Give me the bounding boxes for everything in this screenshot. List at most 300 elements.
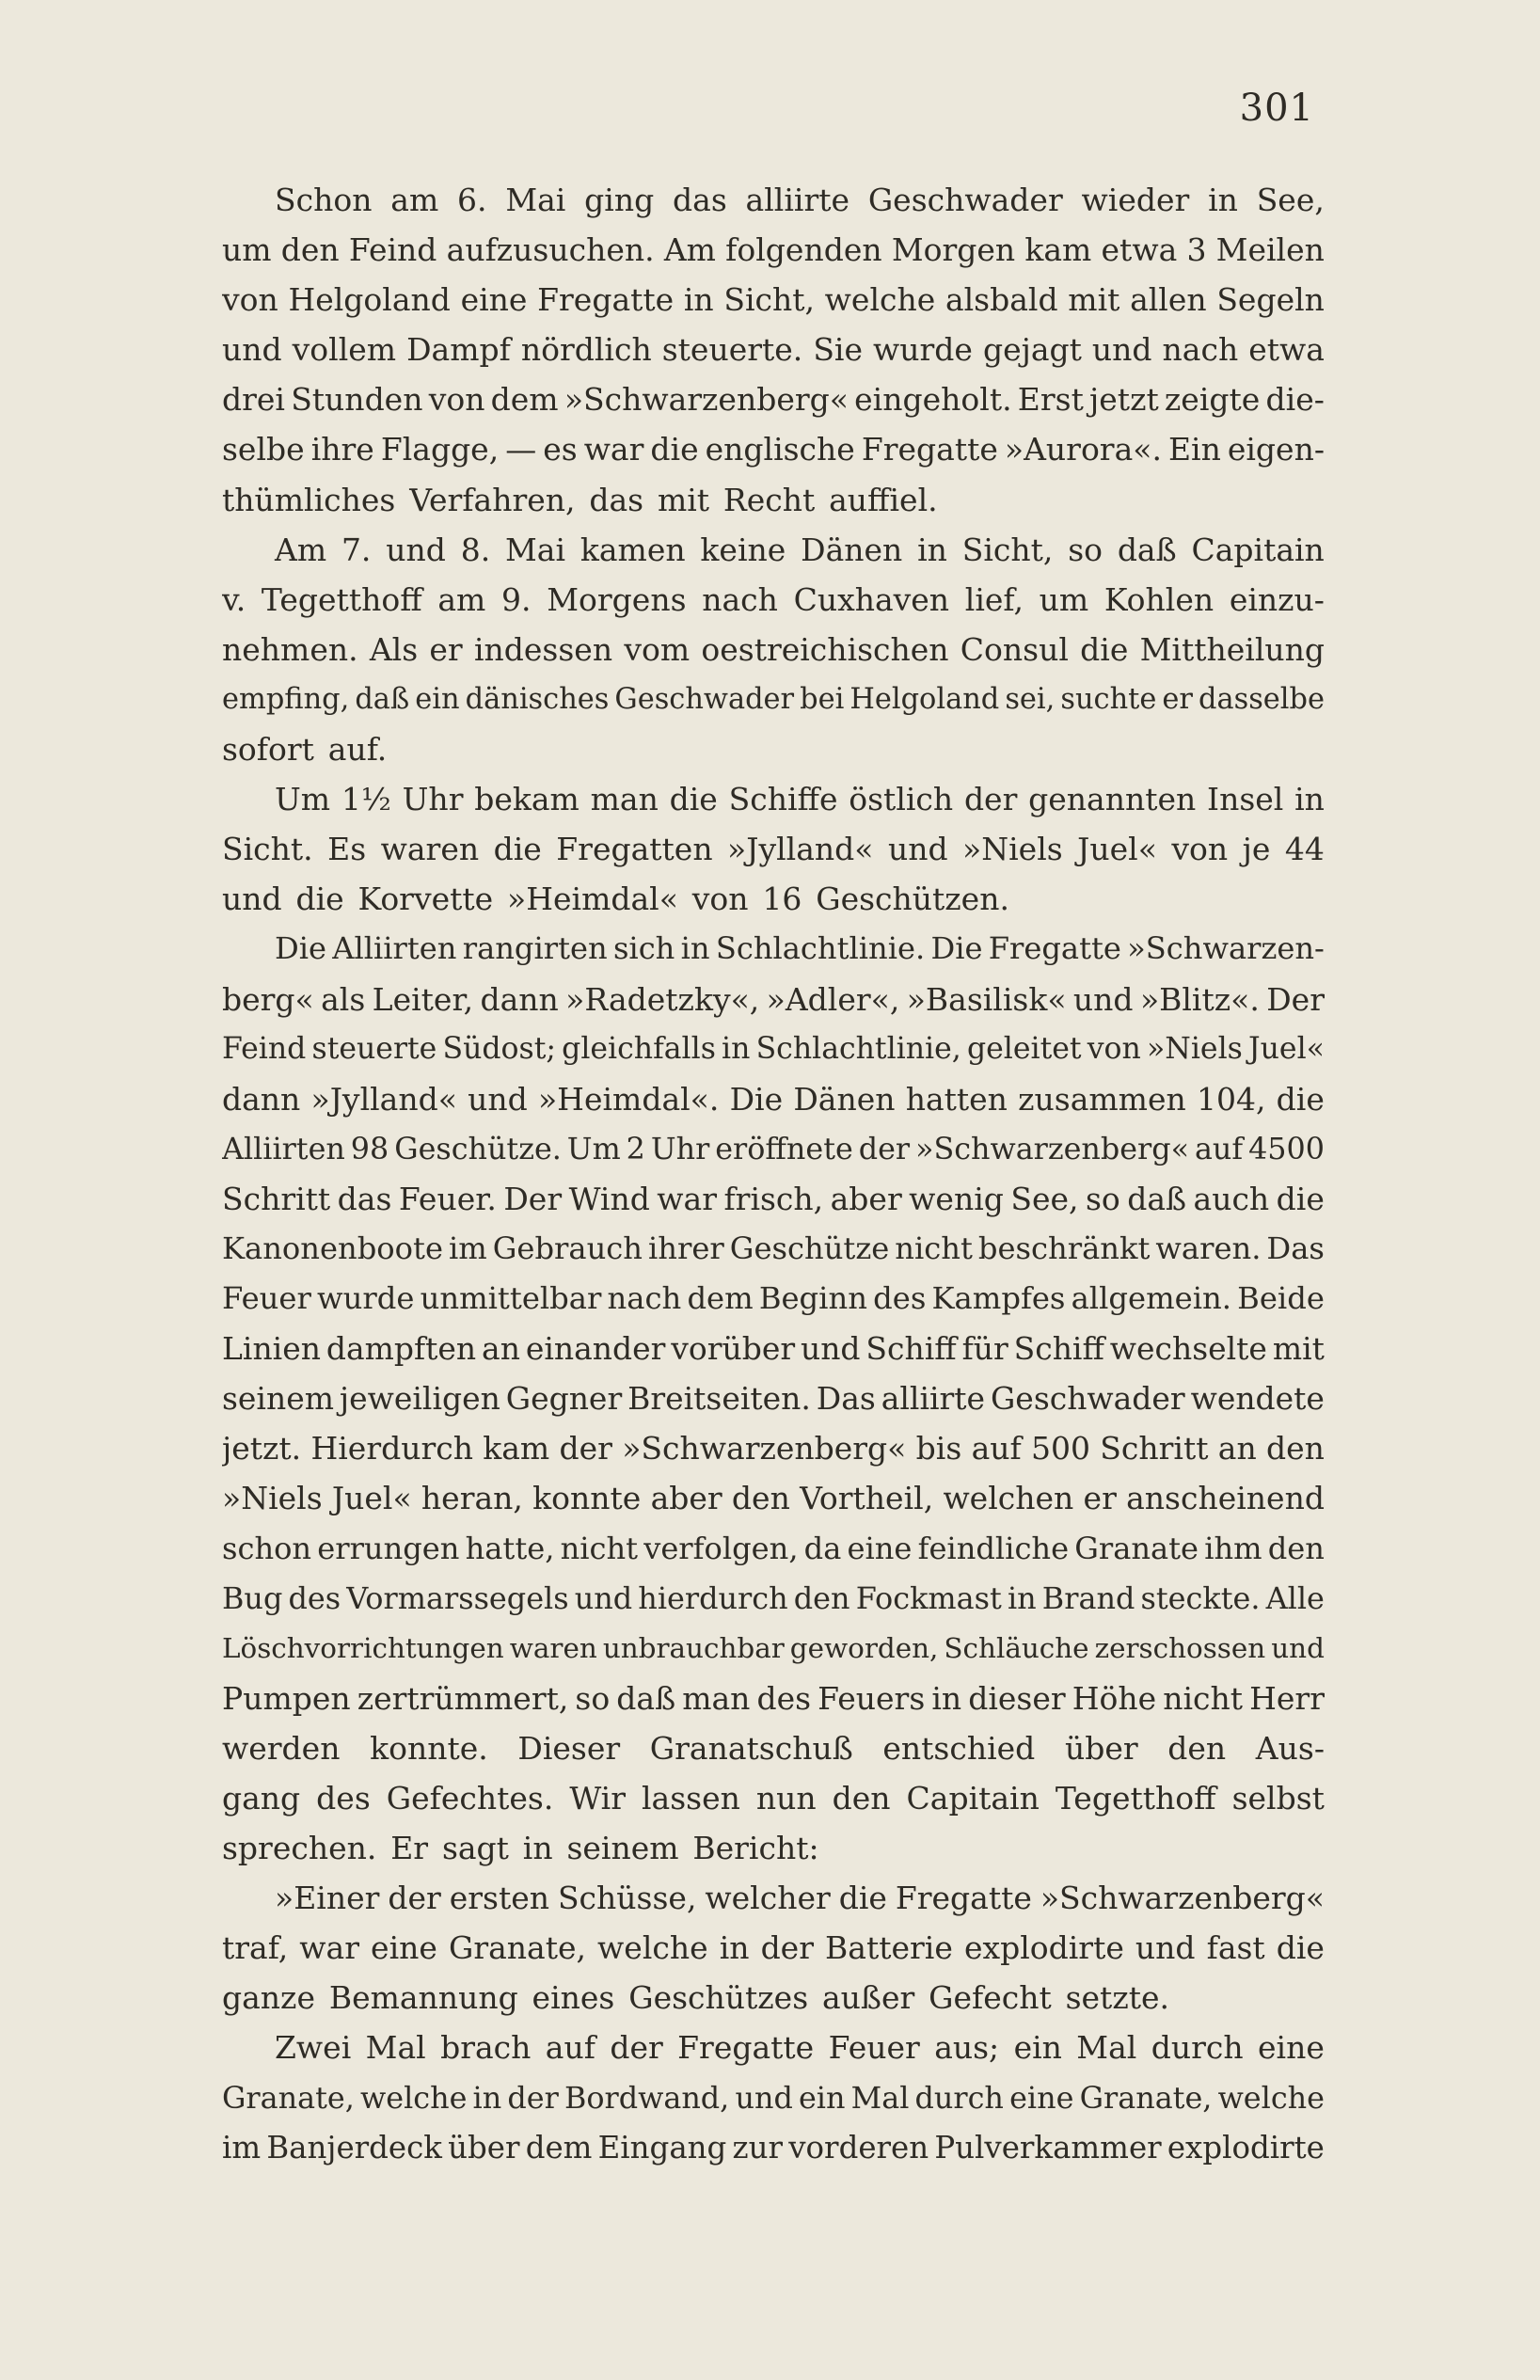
word: frisch, bbox=[723, 1180, 824, 1217]
word: Juel« bbox=[331, 1480, 412, 1517]
word: und bbox=[1091, 331, 1152, 369]
word: lassen bbox=[641, 1780, 740, 1817]
word: in bbox=[722, 1031, 751, 1066]
word: den bbox=[731, 1480, 790, 1517]
word: seinem bbox=[566, 1830, 679, 1867]
word: Insel bbox=[1207, 781, 1284, 818]
word: Hierdurch bbox=[310, 1430, 473, 1468]
word: Feuer. bbox=[398, 1180, 497, 1217]
word: Schläuche bbox=[944, 1631, 1089, 1664]
word: Feuer bbox=[828, 2029, 920, 2067]
word: folgenden bbox=[725, 231, 882, 269]
word: Segeln bbox=[1216, 281, 1325, 319]
word: nicht bbox=[1163, 1679, 1244, 1717]
word: Als bbox=[369, 630, 419, 668]
word: konnte bbox=[532, 1480, 642, 1517]
word: Beginn bbox=[758, 1280, 867, 1317]
word: in bbox=[1294, 781, 1325, 818]
word: der bbox=[963, 781, 1018, 818]
text-line bbox=[222, 975, 1325, 1024]
word: See, bbox=[1010, 1180, 1079, 1217]
word: die bbox=[1276, 1180, 1325, 1217]
word: jetzt bbox=[1089, 381, 1159, 419]
word: des bbox=[873, 1280, 927, 1317]
word: feindliche bbox=[917, 1530, 1070, 1566]
word: Erst bbox=[1017, 381, 1084, 419]
word: »Schwarzenberg« bbox=[622, 1430, 907, 1468]
word: jeweiligen bbox=[339, 1380, 500, 1418]
word: 8. bbox=[460, 531, 491, 568]
word: Fregatte bbox=[677, 2029, 815, 2067]
word: der bbox=[610, 2029, 663, 2067]
word: Mai bbox=[505, 182, 566, 218]
text-line bbox=[222, 1624, 1325, 1674]
word: die bbox=[838, 1880, 887, 1917]
word: Fregatten bbox=[556, 831, 713, 868]
word: dem bbox=[525, 2129, 593, 2166]
word: Morgen bbox=[891, 231, 1016, 269]
word: alsbald bbox=[945, 281, 1058, 319]
word: und bbox=[386, 531, 446, 568]
word: gejagt bbox=[982, 331, 1082, 369]
text-line bbox=[222, 1973, 1325, 2023]
word: der bbox=[559, 1430, 612, 1468]
word: durch bbox=[914, 2079, 1004, 2116]
word: Eingang bbox=[597, 2129, 727, 2166]
word: »Adler«, bbox=[766, 980, 900, 1018]
word: Gegner bbox=[505, 1380, 623, 1418]
word: Schlachtlinie, bbox=[755, 1031, 961, 1066]
word: Batterie bbox=[825, 1929, 953, 1967]
word: es bbox=[543, 431, 578, 468]
word: der bbox=[760, 1929, 814, 1967]
word: 7. bbox=[341, 531, 372, 568]
word: eine bbox=[1009, 2079, 1074, 2116]
body-text bbox=[222, 175, 1325, 2173]
text-line bbox=[222, 824, 1325, 874]
word: sich bbox=[612, 930, 675, 967]
word: 2 bbox=[626, 1131, 645, 1166]
word: ein bbox=[798, 2079, 846, 2116]
word: »Heimdal«. bbox=[537, 1080, 720, 1118]
word: zur bbox=[732, 2129, 784, 2166]
word: Pulverkammer bbox=[934, 2129, 1162, 2166]
word: schon bbox=[222, 1530, 312, 1566]
word: kam bbox=[483, 1430, 550, 1468]
word: Juel« bbox=[1077, 831, 1157, 868]
word: er bbox=[1083, 1480, 1117, 1517]
word: geleitet bbox=[966, 1031, 1082, 1066]
word: Dampf bbox=[406, 331, 511, 369]
word: sei, bbox=[1005, 682, 1056, 716]
word: den bbox=[832, 1780, 891, 1817]
text-line bbox=[222, 2073, 1325, 2123]
word: hierdurch bbox=[638, 1579, 788, 1616]
word: der bbox=[388, 1880, 441, 1917]
text-line bbox=[222, 1823, 1325, 1873]
word: nicht bbox=[560, 1530, 639, 1566]
word: setzte. bbox=[1065, 1979, 1169, 2017]
word: Helgoland bbox=[288, 281, 451, 319]
word: Granate, bbox=[448, 1929, 586, 1967]
word: auf. bbox=[327, 731, 388, 769]
word: Mai bbox=[505, 531, 566, 568]
word: Geschützen. bbox=[816, 881, 1009, 918]
word: Südost; bbox=[442, 1031, 556, 1066]
word: außer bbox=[821, 1979, 915, 2017]
word: »Blitz«. bbox=[1139, 980, 1260, 1018]
word: einander bbox=[525, 1330, 666, 1368]
word: über bbox=[448, 2129, 520, 2166]
word: Fregatte bbox=[861, 431, 998, 468]
word: lief, bbox=[964, 580, 1024, 618]
text-line bbox=[222, 1923, 1325, 1973]
text-line bbox=[222, 674, 1325, 724]
text-line bbox=[222, 1124, 1325, 1174]
word: anscheinend bbox=[1126, 1480, 1325, 1517]
word: den bbox=[793, 1579, 850, 1616]
word: mit bbox=[1068, 281, 1120, 319]
page-number: 301 bbox=[1239, 87, 1314, 130]
word: im bbox=[448, 1230, 487, 1266]
word: Feuer bbox=[222, 1280, 311, 1317]
word: Dieser bbox=[517, 1729, 621, 1767]
word: Vormarssegels bbox=[346, 1579, 569, 1616]
word: eine bbox=[460, 281, 528, 319]
word: dann bbox=[480, 980, 559, 1018]
word: vorüber bbox=[671, 1330, 796, 1368]
word: nehmen. bbox=[222, 630, 358, 668]
word: in bbox=[522, 1830, 553, 1867]
text-line bbox=[222, 1873, 1325, 1923]
text-line bbox=[222, 2123, 1325, 2173]
word: brach bbox=[440, 2029, 532, 2067]
word: in bbox=[931, 1679, 962, 1717]
word: und bbox=[468, 1080, 528, 1118]
word: Uhr bbox=[402, 781, 464, 818]
word: Mal bbox=[850, 2079, 910, 2116]
word: Leiter, bbox=[372, 980, 474, 1018]
word: aus; bbox=[934, 2029, 1000, 2067]
word: wurde bbox=[873, 331, 973, 369]
word: das bbox=[589, 481, 644, 518]
word: von bbox=[1171, 831, 1229, 868]
word: Am bbox=[275, 531, 327, 568]
text-line bbox=[222, 1024, 1325, 1074]
word: 44 bbox=[1284, 831, 1325, 868]
word: 16 bbox=[762, 881, 802, 918]
word: Korvette bbox=[357, 881, 494, 918]
word: Sicht, bbox=[961, 531, 1054, 568]
word: der bbox=[507, 2079, 559, 2116]
text-line bbox=[222, 424, 1325, 474]
word: Kanonenboote bbox=[222, 1230, 443, 1266]
word: 1½ bbox=[341, 781, 391, 818]
word: etwa bbox=[1101, 231, 1178, 269]
word: wieder bbox=[1081, 182, 1190, 218]
word: wenig bbox=[909, 1180, 1004, 1217]
word: sprechen. bbox=[222, 1830, 377, 1867]
word: nach bbox=[1162, 331, 1239, 369]
text-line bbox=[222, 1324, 1325, 1373]
word: steuerte. bbox=[661, 331, 803, 369]
word: Löschvorrichtungen bbox=[222, 1631, 504, 1664]
word: Um bbox=[566, 1131, 621, 1166]
word: so bbox=[1085, 1180, 1120, 1217]
word: Breitseiten. bbox=[627, 1380, 811, 1418]
word: Sie bbox=[813, 331, 864, 369]
word: wendete bbox=[1190, 1380, 1325, 1418]
word: konnte. bbox=[370, 1729, 488, 1767]
word: 98 bbox=[350, 1131, 389, 1166]
word: Recht bbox=[722, 481, 816, 518]
word: und bbox=[735, 2079, 793, 2116]
word: Der bbox=[503, 1180, 563, 1217]
word: zerschossen bbox=[1094, 1631, 1266, 1664]
word: Feind bbox=[222, 1031, 307, 1066]
word: Alliirten bbox=[222, 1131, 345, 1166]
word: Schritt bbox=[1100, 1430, 1209, 1468]
word: waren. bbox=[1155, 1230, 1262, 1266]
word: daß bbox=[355, 682, 410, 716]
word: in bbox=[472, 2079, 502, 2116]
word: in bbox=[680, 930, 710, 967]
word: Zwei bbox=[275, 2029, 352, 2067]
word: »Aurora«. bbox=[1004, 431, 1162, 468]
word: rangirten bbox=[462, 930, 608, 967]
word: Schiff bbox=[865, 1330, 957, 1368]
word: eine bbox=[847, 1530, 913, 1566]
word: »Basilisk« bbox=[906, 980, 1067, 1018]
word: heran, bbox=[421, 1480, 523, 1517]
word: gang bbox=[222, 1780, 301, 1817]
word: »Schwarzenberg« bbox=[915, 1131, 1190, 1166]
word: »Niels bbox=[1146, 1031, 1243, 1066]
word: einzu- bbox=[1229, 580, 1325, 618]
word: Fockmast bbox=[855, 1579, 1002, 1616]
word: auffiel. bbox=[829, 481, 938, 518]
word: welche bbox=[359, 2079, 468, 2116]
word: je bbox=[1242, 831, 1271, 868]
word: 3 bbox=[1186, 231, 1207, 269]
word: nach bbox=[702, 580, 778, 618]
word: ihm bbox=[1204, 1530, 1262, 1566]
word: auch bbox=[1193, 1180, 1270, 1217]
word: vorderen bbox=[788, 2129, 929, 2166]
word: da bbox=[803, 1530, 842, 1566]
word: 500 bbox=[1031, 1430, 1090, 1468]
word: waren bbox=[380, 831, 480, 868]
word: 4500 bbox=[1248, 1131, 1325, 1166]
word: alliirte bbox=[745, 182, 850, 218]
word: Capitain bbox=[1191, 531, 1325, 568]
text-line bbox=[222, 1723, 1325, 1773]
word: Consul bbox=[960, 630, 1069, 668]
word: Linien bbox=[222, 1330, 321, 1368]
word: das bbox=[673, 182, 727, 218]
word: »Niels bbox=[222, 1480, 323, 1517]
word: des bbox=[756, 1679, 812, 1717]
word: aber bbox=[830, 1180, 902, 1217]
word: Die bbox=[930, 930, 983, 967]
word: Geschütze. bbox=[394, 1131, 562, 1166]
word: am bbox=[390, 182, 439, 218]
text-line bbox=[222, 924, 1325, 974]
word: unbrauchbar bbox=[602, 1631, 785, 1664]
word: über bbox=[1064, 1729, 1138, 1767]
word: auf bbox=[1194, 1131, 1244, 1166]
word: bis bbox=[915, 1430, 962, 1468]
word: Schüsse, bbox=[557, 1880, 697, 1917]
word: war bbox=[583, 431, 644, 468]
text-line bbox=[222, 874, 1325, 924]
word: Es bbox=[327, 831, 367, 868]
word: Mal bbox=[1076, 2029, 1137, 2067]
word: oestreichischen bbox=[701, 630, 949, 668]
word: auf bbox=[971, 1430, 1022, 1468]
word: den bbox=[1265, 1430, 1325, 1468]
word: geworden, bbox=[789, 1631, 939, 1664]
word: ein bbox=[415, 682, 460, 716]
word: Geschwader bbox=[990, 1380, 1185, 1418]
word: nördlich bbox=[520, 331, 652, 369]
text-line bbox=[222, 1224, 1325, 1274]
word: welchen bbox=[943, 1480, 1074, 1517]
word: Schon bbox=[275, 182, 373, 218]
word: dieser bbox=[968, 1679, 1066, 1717]
word: indessen bbox=[473, 630, 613, 668]
word: nun bbox=[755, 1780, 817, 1817]
word: Granatschuß bbox=[649, 1729, 853, 1767]
word: daß bbox=[616, 1679, 676, 1717]
text-line bbox=[222, 175, 1325, 225]
word: war bbox=[657, 1180, 717, 1217]
word: wurde bbox=[317, 1280, 415, 1317]
word: Capitain bbox=[906, 1780, 1040, 1817]
word: Flagge, bbox=[380, 431, 500, 468]
word: sagt bbox=[441, 1830, 509, 1867]
word: suchte bbox=[1060, 682, 1157, 716]
word: keine bbox=[700, 531, 786, 568]
word: eines bbox=[532, 1979, 615, 2017]
word: Morgens bbox=[547, 580, 687, 618]
word: und bbox=[574, 1579, 633, 1616]
word: Mittheilung bbox=[1139, 630, 1325, 668]
word: drei bbox=[222, 381, 285, 419]
word: an bbox=[1217, 1430, 1257, 1468]
word: »Jylland« bbox=[310, 1080, 457, 1118]
text-line bbox=[222, 1074, 1325, 1124]
word: welche bbox=[824, 281, 936, 319]
word: — bbox=[505, 431, 537, 468]
word: 6. bbox=[457, 182, 487, 218]
word: und bbox=[887, 831, 948, 868]
word: Granate, bbox=[1079, 2079, 1213, 2116]
word: als bbox=[321, 980, 366, 1018]
word: bei bbox=[800, 682, 845, 716]
word: allen bbox=[1130, 281, 1207, 319]
word: Tegetthoff bbox=[261, 580, 422, 618]
word: die bbox=[1276, 1080, 1325, 1118]
word: in bbox=[683, 281, 714, 319]
word: Beide bbox=[1237, 1280, 1325, 1317]
word: »Jylland« bbox=[727, 831, 874, 868]
word: ging bbox=[584, 182, 655, 218]
word: ersten bbox=[449, 1880, 550, 1917]
word: explodirte bbox=[963, 1929, 1124, 1967]
word: Das bbox=[1266, 1230, 1325, 1266]
word: und bbox=[222, 881, 282, 918]
text-line bbox=[222, 1373, 1325, 1423]
word: Fregatte bbox=[895, 1880, 1032, 1917]
word: von bbox=[428, 381, 485, 419]
word: ganze bbox=[222, 1979, 315, 2017]
word: Schiff bbox=[1013, 1330, 1104, 1368]
word: sofort bbox=[222, 731, 314, 769]
word: welche bbox=[597, 1929, 708, 1967]
word: man bbox=[590, 781, 659, 818]
word: die bbox=[493, 831, 542, 868]
word: das bbox=[337, 1180, 392, 1217]
word: nicht bbox=[895, 1230, 973, 1266]
word: Der bbox=[1266, 980, 1325, 1018]
word: so bbox=[1068, 531, 1103, 568]
text-line bbox=[222, 275, 1325, 325]
word: Schritt bbox=[222, 1180, 331, 1217]
word: verfolgen, bbox=[643, 1530, 799, 1566]
word: Die bbox=[729, 1080, 784, 1118]
text-line bbox=[222, 225, 1325, 275]
word: thümliches bbox=[222, 481, 396, 518]
word: mit bbox=[1272, 1330, 1325, 1368]
word: des bbox=[288, 1579, 341, 1616]
word: genannten bbox=[1028, 781, 1197, 818]
word: Tegetthoff bbox=[1055, 1780, 1216, 1817]
word: dem bbox=[687, 1280, 754, 1317]
word: für bbox=[961, 1330, 1008, 1368]
word: Geschützes bbox=[628, 1979, 809, 2017]
word: Bericht: bbox=[692, 1830, 819, 1867]
word: ein bbox=[1013, 2029, 1062, 2067]
word: Helgoland bbox=[849, 682, 1000, 716]
word: zertrümmert, bbox=[357, 1679, 569, 1717]
word: Granate, bbox=[222, 2079, 355, 2116]
word: 9. bbox=[501, 580, 532, 618]
word: Ein bbox=[1167, 431, 1221, 468]
word: so bbox=[575, 1679, 611, 1717]
word: Mal bbox=[365, 2029, 426, 2067]
word: durch bbox=[1151, 2029, 1244, 2067]
word: »Einer bbox=[275, 1880, 380, 1917]
word: den bbox=[1267, 1530, 1325, 1566]
word: dänisches bbox=[465, 682, 610, 716]
word: und bbox=[222, 331, 282, 369]
word: um bbox=[222, 231, 272, 269]
word: den bbox=[1167, 1729, 1227, 1767]
text-line bbox=[222, 1274, 1325, 1324]
word: kamen bbox=[579, 531, 686, 568]
word: »Schwarzenberg« bbox=[564, 381, 849, 419]
word: auf bbox=[545, 2029, 595, 2067]
word: vom bbox=[624, 630, 691, 668]
word: die bbox=[650, 431, 699, 468]
text-line bbox=[222, 1524, 1325, 1574]
word: errungen bbox=[317, 1530, 460, 1566]
word: und bbox=[1072, 980, 1134, 1018]
word: unmittelbar bbox=[420, 1280, 602, 1317]
word: um bbox=[1039, 580, 1089, 618]
word: Kohlen bbox=[1103, 580, 1215, 618]
